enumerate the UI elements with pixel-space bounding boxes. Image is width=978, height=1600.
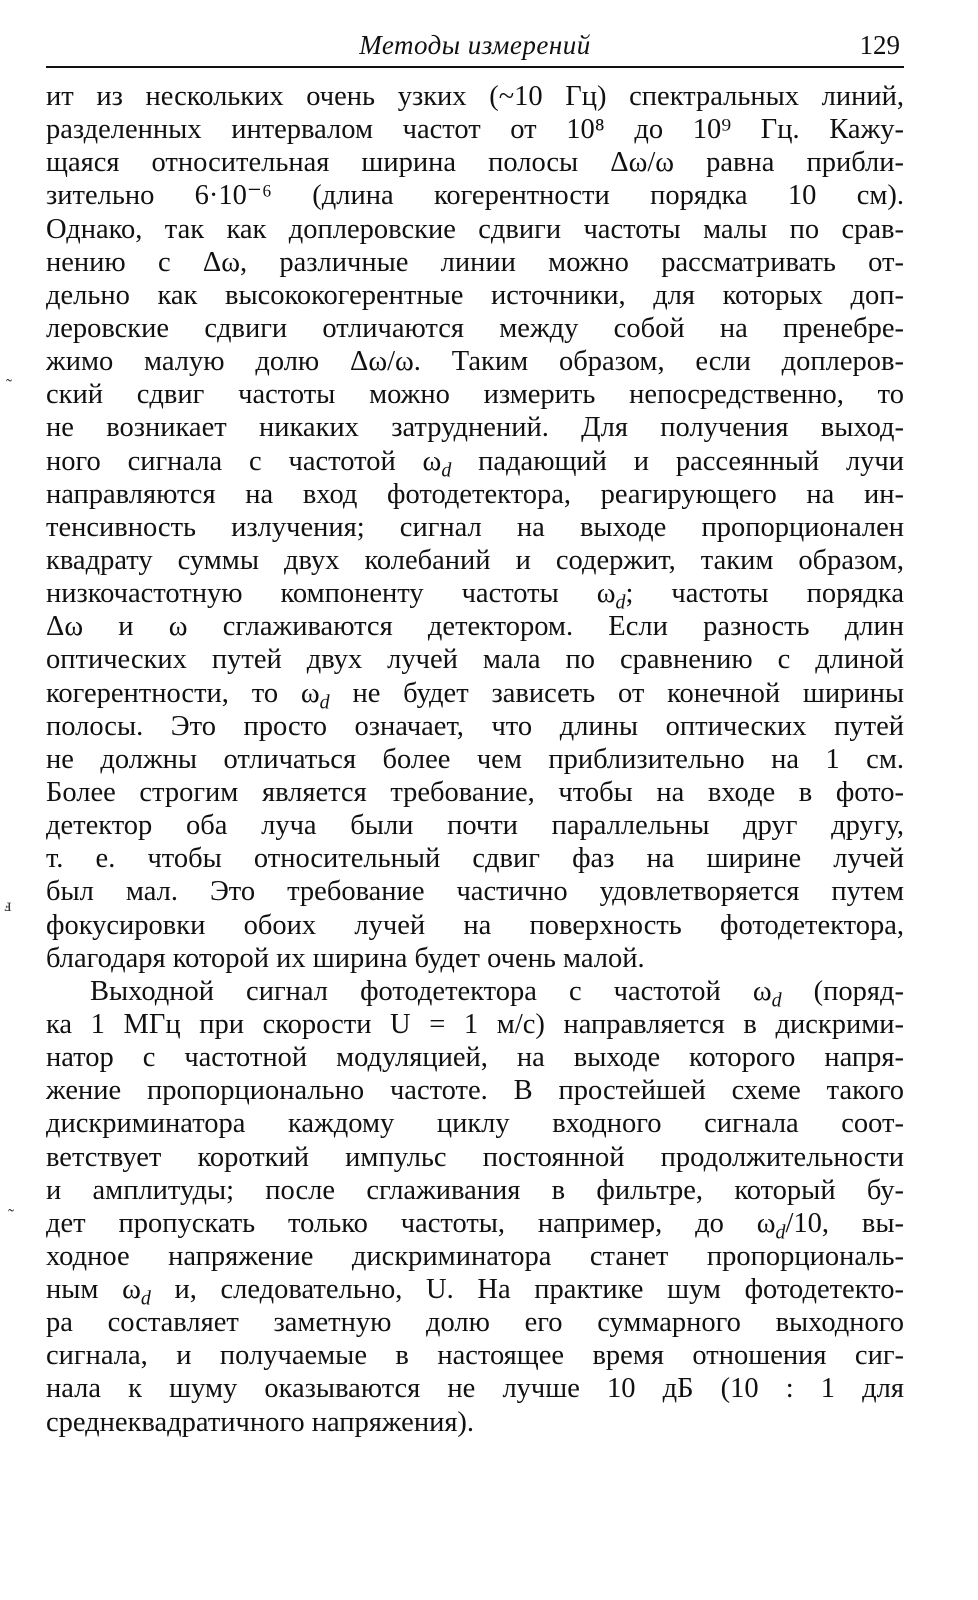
text-line: Выходной сигнал фотодетектора с частотой $\omega_d$ (поряд- [90,975,904,1012]
text-line: и амплитуды; после сглаживания в фильтре, который бу- [46,1174,904,1206]
text-line: Δω и ω сглаживаются детектором. Если разность длин [46,611,904,643]
text-line: не возникает никаких затруднений. Для получения выход- [46,412,904,444]
text-line: полосы. Это просто означает, что длины оптических путей [46,710,904,742]
text-line: среднеквадратичного напряжения). [46,1406,475,1438]
header-rule [46,66,904,68]
text-line: ного сигнала с частотой $\omega_d$ падающий и рассеянный лучи [46,445,904,482]
text-line: направляются на вход фотодетектора, реагирующего на ин- [46,478,904,510]
text-line: детектор оба луча были почти параллельны друг другу, [46,810,904,842]
text-line: ский сдвиг частоты можно измерить непосредственно, то [46,379,904,411]
text-line: когерентности, то $\omega_d$ не будет зависеть от конечной ширины [46,677,905,714]
text-line: зительно 6·10⁻⁶ (длина когерентности порядка 10 см). [46,180,904,212]
text-line: был мал. Это требование частично удовлетворяется путем [46,876,904,908]
page-number: 129 [859,30,900,60]
body-text [46,80,904,1439]
text-line: квадрату суммы двух колебаний и содержит, таким образом, [46,544,904,576]
text-line: жение пропорционально частоте. В простейшей схеме такого [46,1075,904,1107]
text-line: жимо малую долю Δω/ω. Таким образом, если доплеров- [46,346,904,378]
text-line: оптических путей двух лучей мала по сравнению с длиной [46,644,904,676]
text-line: ветствует короткий импульс постоянной продолжительности [46,1141,904,1173]
text-line: не должны отличаться более чем приблизительно на 1 см. [46,743,904,775]
text-line: ра составляет заметную долю его суммарного выходного [46,1307,904,1339]
text-line: ходное напряжение дискриминатора станет пропорциональ- [46,1240,904,1272]
text-line: натор с частотной модуляцией, на выходе которого напря- [46,1042,904,1074]
text-line: ным $\omega_d$ и, следовательно, U. На практике шум фотодетекто- [46,1274,904,1310]
margin-mark: ˷ [6,362,12,382]
text-line: дискриминатора каждому циклу входного сигнала соот- [46,1108,904,1140]
text-line: дет пропускать только частоты, например, до $\omega_d/10$, вы- [46,1207,904,1244]
page-header [46,26,904,66]
text-line: щаяся относительная ширина полосы Δω/ω равна прибли- [46,147,904,179]
margin-mark: ⅎ [4,895,12,915]
text-line: низкочастотную компоненту частоты $\omega_d$; частоты порядка [46,578,904,614]
text-line: дельно как высококогерентные источники, для которых доп- [46,279,904,311]
text-line: т. е. чтобы относительный сдвиг фаз на ширине лучей [46,843,904,875]
text-line: разделенных интервалом частот от 10⁸ до 10⁹ Гц. Кажу- [46,114,904,146]
text-line: тенсивность излучения; сигнал на выходе пропорционален [46,511,904,543]
text-line: леровские сдвиги отличаются между собой на пренебре- [46,312,904,344]
text-line: ка 1 МГц при скорости U = 1 м/с) направляется в дискрими- [46,1008,904,1040]
text-line: Однако, так как доплеровские сдвиги частоты малы по срав- [46,213,904,245]
text-line: благодаря которой их ширина будет очень малой. [46,942,645,974]
text-line: нению с Δω, различные линии можно рассматривать от- [46,246,904,278]
text-line: нала к шуму оказываются не лучше 10 дБ (10 : 1 для [46,1373,904,1405]
text-line: Более строгим является требование, чтобы на входе в фото- [46,776,904,808]
running-title: Методы измерений [359,30,591,60]
text-line: ит из нескольких очень узких (~10 Гц) спектральных линий, [46,81,904,112]
margin-mark: ˷ [8,1192,14,1212]
text-line: фокусировки обоих лучей на поверхность фотодетектора, [46,909,904,941]
text-line: сигнала, и получаемые в настоящее время отношения сиг- [46,1340,904,1372]
